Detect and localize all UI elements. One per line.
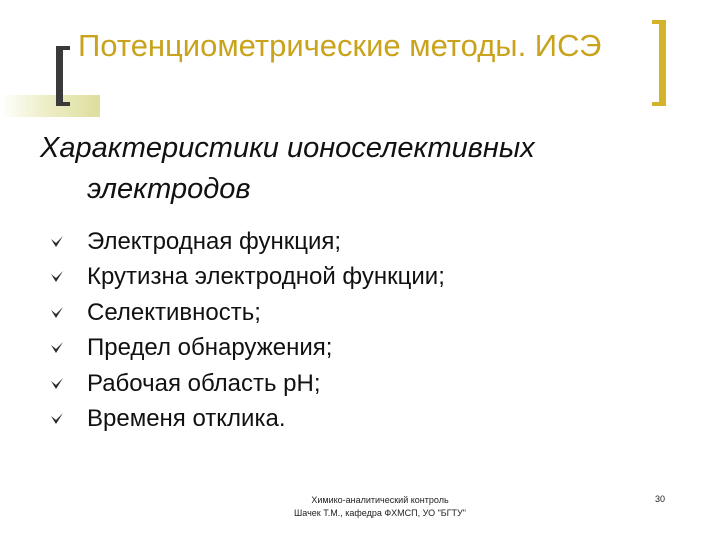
page-number: 30 xyxy=(655,494,666,504)
checkmark-v-icon xyxy=(50,341,64,355)
left-bracket-decoration xyxy=(56,46,70,106)
bullet-text: Селективность; xyxy=(87,298,261,326)
accent-bar xyxy=(0,95,100,117)
checkmark-v-icon xyxy=(50,412,64,426)
footer-line-1: Химико-аналитический контроль xyxy=(311,495,449,505)
checkmark-v-icon xyxy=(50,377,64,391)
subtitle-line-1: Характеристики ионоселективных xyxy=(40,132,535,164)
checkmark-v-icon xyxy=(50,306,64,320)
footer-line-2: Шачек Т.М., кафедра ФХМСП, УО "БГТУ" xyxy=(294,508,466,518)
checkmark-v-icon xyxy=(50,270,64,284)
slide-footer xyxy=(230,494,530,520)
subtitle-line-2: электродов xyxy=(87,173,251,205)
slide-subtitle xyxy=(40,128,680,210)
bullet-text: Рабочая область pH; xyxy=(87,369,321,397)
checkmark-v-icon xyxy=(50,235,64,249)
bullet-text: Крутизна электродной функции; xyxy=(87,263,445,291)
bullet-text: Электродная функция; xyxy=(87,228,342,255)
slide-title: Потенциометрические методы. ИСЭ xyxy=(78,28,602,63)
right-bracket-decoration xyxy=(652,20,666,106)
bullet-text: Временя отклика. xyxy=(87,404,286,432)
bullet-text: Предел обнаружения; xyxy=(87,334,333,362)
